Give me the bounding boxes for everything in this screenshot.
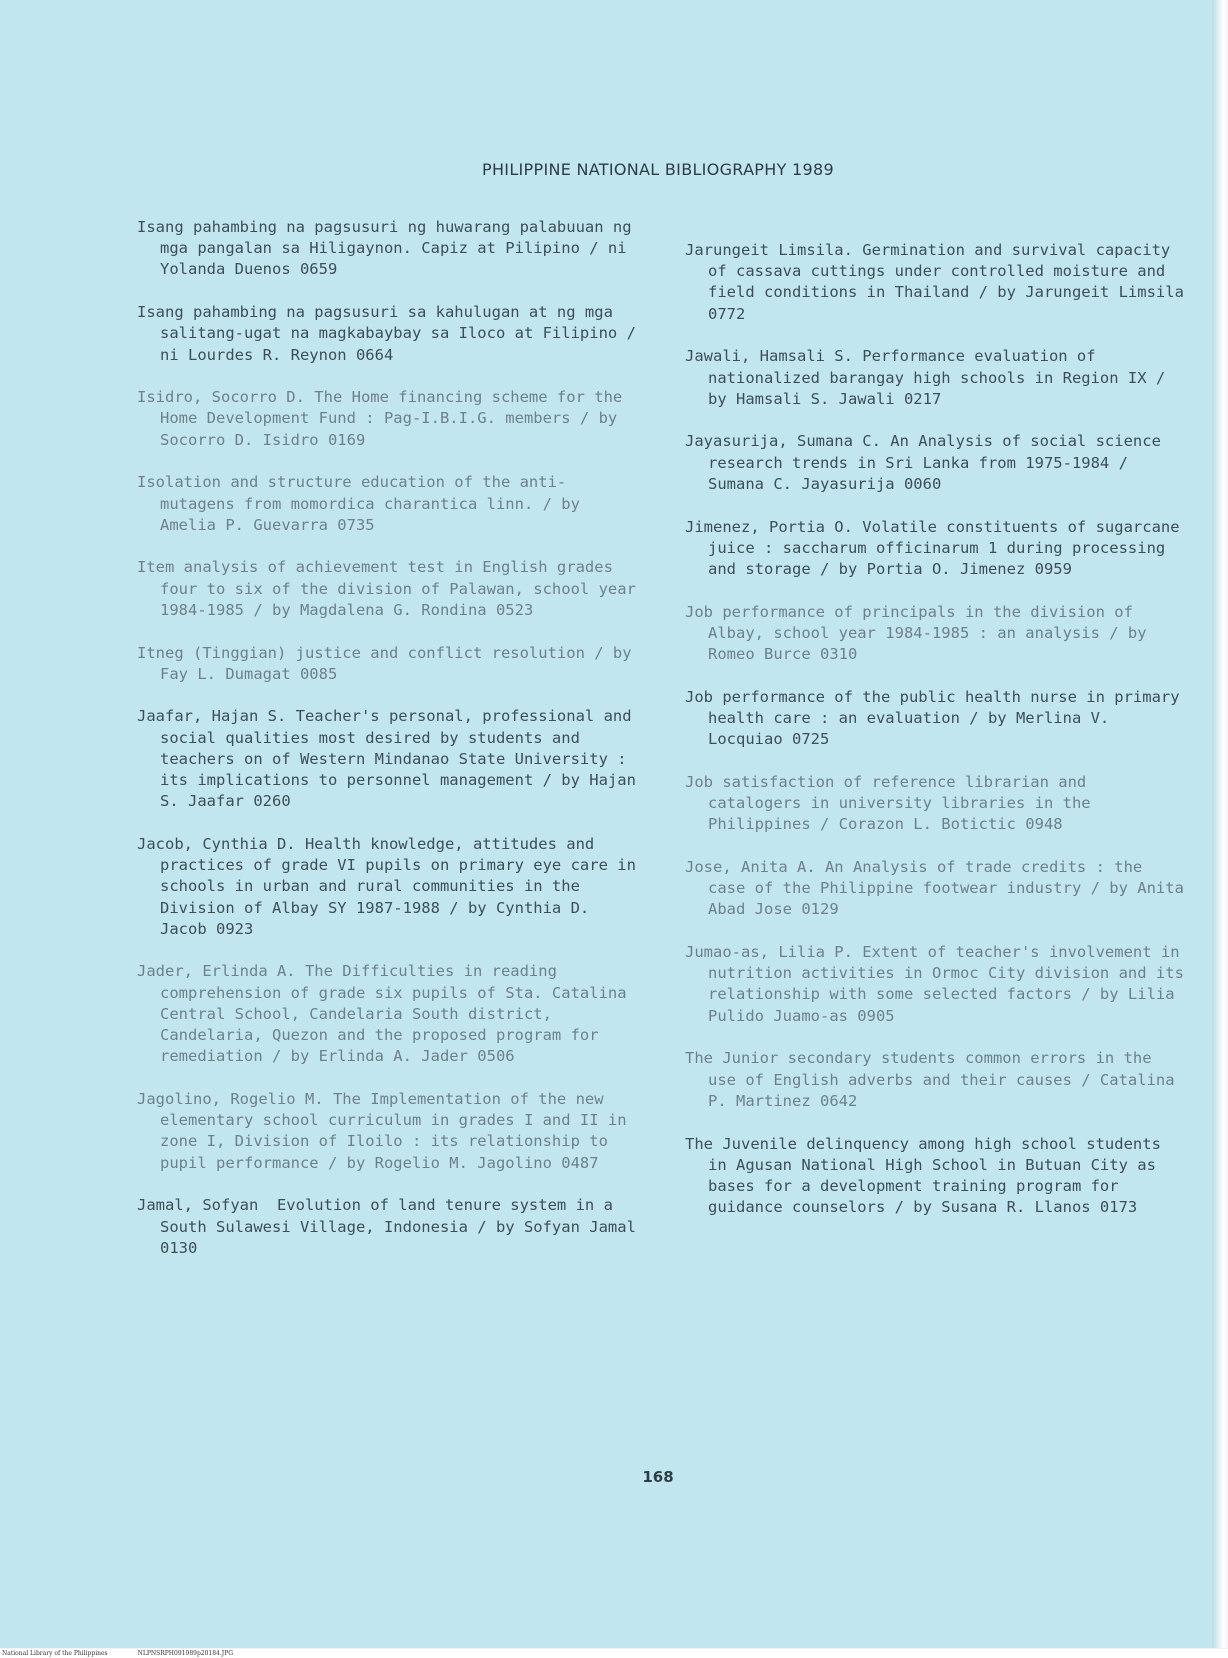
bibliography-entry: Jarungeit Limsila. Germination and survival capacity of cassava cuttings under controlled moisture and field conditions in Thailand / by Jarungeit Limsila 0772	[685, 241, 1194, 323]
left-column	[137, 217, 646, 1280]
page-number: 168	[642, 1468, 674, 1486]
bibliography-entry: Isidro, Socorro D. The Home financing scheme for the Home Development Fund : Pag-I.B.I.G. members / by Socorro D. Isidro 0169	[137, 388, 632, 449]
scan-footer	[0, 1649, 1228, 1658]
bibliography-entry: Job performance of principals in the division of Albay, school year 1984-1985 : an analysis / by Romeo Burce 0310	[685, 602, 1156, 664]
bibliography-entry: Isang pahambing na pagsusuri sa kahulugan at ng mga salitang-ugat na magkabaybay sa Iloco at Filipino / ni Lourdes R. Reynon 0664	[137, 303, 646, 364]
bibliography-entry: Jader, Erlinda A. The Difficulties in reading comprehension of grade six pupils of Sta. Catalina Central School, Candelaria South district, Candelaria, Quezon and the proposed program for remediation / by Erlinda A. Jader 0506	[137, 962, 636, 1066]
bibliography-entry: Jacob, Cynthia D. Health knowledge, attitudes and practices of grade VI pupils on primary eye care in schools in urban and rural communities in the Division of Albay SY 1987-1988 / by Cynthia D. Jacob 0923	[137, 834, 646, 938]
footer-library: National Library of the Philippines	[2, 1650, 108, 1657]
bibliography-entry: Isolation and structure education of the anti-mutagens from momordica charantica linn. / by Amelia P. Guevarra 0735	[137, 473, 590, 534]
bibliography-entry: Jimenez, Portia O. Volatile constituents of sugarcane juice : saccharum officinarum 1 during processing and storage / by Portia O. Jimenez 0959	[685, 517, 1189, 578]
bibliography-entry: Jagolino, Rogelio M. The Implementation of the new elementary school curriculum in grades I and II in zone I, Division of Iloilo : its relationship to pupil performance / by Rogelio M. Jagolino 0487	[137, 1090, 636, 1172]
bibliography-entry: Item analysis of achievement test in English grades four to six of the division of Palawan, school year 1984-1985 / by Magdalena G. Rondina 0523	[137, 558, 646, 619]
bibliography-entry: Itneg (Tinggian) justice and conflict resolution / by Fay L. Dumagat 0085	[137, 643, 641, 683]
page-edge	[1212, 0, 1228, 1648]
bibliography-entry: Jamal, Sofyan Evolution of land tenure system in a South Sulawesi Village, Indonesia / by Sofyan Jamal 0130	[137, 1196, 646, 1257]
bibliography-entry: The Juvenile delinquency among high school students in Agusan National High School in Butuan City as bases for a development training program for guidance counselors / by Susana R. Llanos 0173	[685, 1134, 1171, 1217]
bibliography-entry: Jayasurija, Sumana C. An Analysis of social science research trends in Sri Lanka from 1975-1984 / Sumana C. Jayasurija 0060	[685, 432, 1171, 493]
bibliography-entry: Jose, Anita A. An Analysis of trade credits : the case of the Philippine footwear industry / by Anita Abad Jose 0129	[685, 857, 1194, 919]
bibliography-entry: Jaafar, Hajan S. Teacher's personal, professional and social qualities most desired by students and teachers on of Western Mindanao State University : its implications to personnel management / by Hajan S. Jaafar 0260	[137, 707, 646, 811]
bibliography-entry: Job satisfaction of reference librarian and catalogers in university libraries in the Philippines / Corazon L. Botictic 0948	[685, 772, 1100, 834]
footer-filename: NLPNSRPH091989p20184.JPG	[137, 1650, 234, 1657]
bibliography-entry: The Junior secondary students common errors in the use of English adverbs and their causes / Catalina P. Martinez 0642	[685, 1049, 1184, 1110]
bibliography-entry: Jumao-as, Lilia P. Extent of teacher's involvement in nutrition activities in Ormoc City division and its relationship with some selected factors / by Lilia Pulido Juamo-as 0905	[685, 943, 1194, 1025]
bibliography-entry: Job performance of the public health nurse in primary health care : an evaluation / by Merlina V. Locquiao 0725	[685, 687, 1189, 749]
page-title: PHILIPPINE NATIONAL BIBLIOGRAPHY 1989	[482, 160, 834, 179]
right-column	[685, 240, 1194, 1240]
bibliography-entry: Isang pahambing na pagsusuri ng huwarang palabuuan ng mga pangalan sa Hiligaynon. Capiz at Pilipino / ni Yolanda Duenos 0659	[137, 218, 641, 279]
bibliography-entry: Jawali, Hamsali S. Performance evaluation of nationalized barangay high schools in Region IX / by Hamsali S. Jawali 0217	[685, 347, 1175, 408]
